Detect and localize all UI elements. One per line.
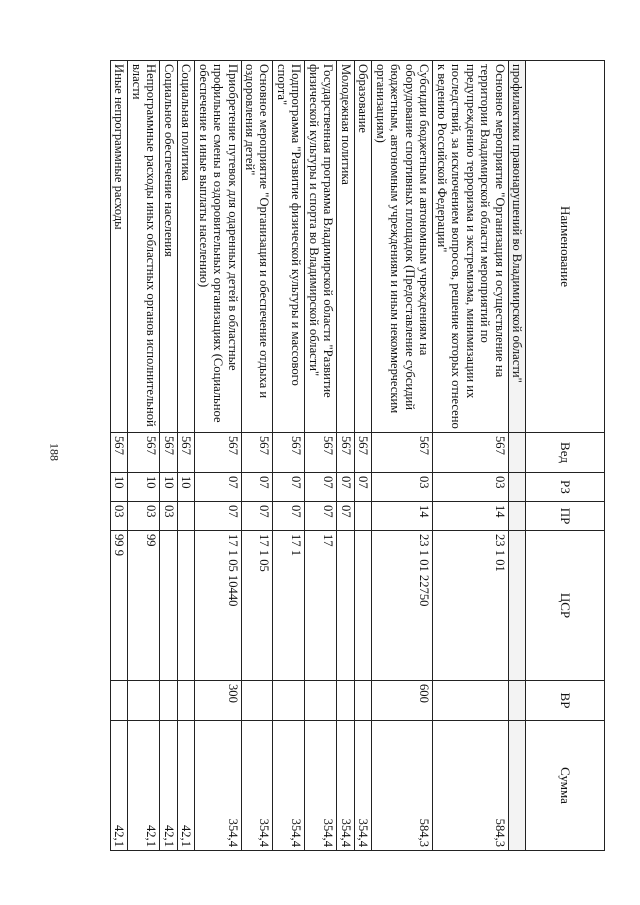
cell-pr: 03 bbox=[110, 502, 127, 531]
cell-ved: 567 bbox=[110, 433, 127, 473]
header-rz: РЗ bbox=[526, 473, 605, 502]
cell-name: Непрограммные расходы иных областных органов исполнительной власти bbox=[128, 61, 160, 433]
cell-vr bbox=[354, 681, 371, 721]
cell-ved: 567 bbox=[337, 433, 354, 473]
cell-pr bbox=[177, 502, 194, 531]
table-body bbox=[110, 61, 525, 851]
cell-sum: 42,1 bbox=[160, 721, 177, 851]
cell-vr bbox=[177, 681, 194, 721]
cell-pr bbox=[508, 502, 525, 531]
cell-name: Иные непрограммные расходы bbox=[110, 61, 127, 433]
cell-ved: 567 bbox=[195, 433, 241, 473]
cell-vr bbox=[305, 681, 337, 721]
cell-rz: 07 bbox=[305, 473, 337, 502]
table-row bbox=[433, 61, 508, 851]
table-row bbox=[337, 61, 354, 851]
cell-ved: 567 bbox=[372, 433, 433, 473]
cell-name: Основное мероприятие "Организация и осуществление на территории Владимирской области мероприятий по предупреждению терроризма и экстремизма, минимизации их последствий, за исключением вопросов, решение которых отнесено к ведению Российской Федерации" bbox=[433, 61, 508, 433]
cell-pr: 07 bbox=[305, 502, 337, 531]
cell-vr bbox=[128, 681, 160, 721]
cell-csr: 99 9 bbox=[110, 531, 127, 681]
cell-name: Субсидии бюджетным и автономным учреждениям на оборудование спортивных площадок (Предоставление субсидий бюджетным, автономным учреждениям и иным некоммерческим организациям) bbox=[372, 61, 433, 433]
table-row bbox=[508, 61, 525, 851]
cell-sum: 354,4 bbox=[305, 721, 337, 851]
cell-vr bbox=[160, 681, 177, 721]
header-ved: Вед bbox=[526, 433, 605, 473]
table-row bbox=[241, 61, 273, 851]
cell-csr: 17 1 bbox=[273, 531, 305, 681]
cell-name: Подпрограмма "Развитие физической культуры и массового спорта" bbox=[273, 61, 305, 433]
cell-sum: 354,4 bbox=[241, 721, 273, 851]
cell-sum: 354,4 bbox=[273, 721, 305, 851]
table-header-row bbox=[526, 61, 605, 851]
cell-sum: 354,4 bbox=[337, 721, 354, 851]
cell-vr bbox=[508, 681, 525, 721]
cell-rz: 07 bbox=[195, 473, 241, 502]
cell-sum: 42,1 bbox=[110, 721, 127, 851]
cell-csr bbox=[337, 531, 354, 681]
table-row bbox=[273, 61, 305, 851]
cell-vr: 300 bbox=[195, 681, 241, 721]
page-number: 188 bbox=[47, 443, 62, 461]
cell-csr: 99 bbox=[128, 531, 160, 681]
cell-pr: 14 bbox=[433, 502, 508, 531]
cell-csr: 23 1 01 bbox=[433, 531, 508, 681]
cell-name: Социальное обеспечение населения bbox=[160, 61, 177, 433]
cell-rz: 07 bbox=[337, 473, 354, 502]
cell-sum: 354,4 bbox=[195, 721, 241, 851]
cell-sum: 584,3 bbox=[372, 721, 433, 851]
cell-csr bbox=[177, 531, 194, 681]
budget-table bbox=[110, 60, 605, 851]
table-row bbox=[128, 61, 160, 851]
cell-vr: 600 bbox=[372, 681, 433, 721]
cell-sum: 42,1 bbox=[177, 721, 194, 851]
table-row bbox=[372, 61, 433, 851]
cell-name: Социальная политика bbox=[177, 61, 194, 433]
cell-sum: 42,1 bbox=[128, 721, 160, 851]
cell-csr bbox=[160, 531, 177, 681]
cell-rz: 10 bbox=[177, 473, 194, 502]
cell-csr bbox=[508, 531, 525, 681]
cell-rz: 03 bbox=[433, 473, 508, 502]
cell-ved bbox=[508, 433, 525, 473]
table-row bbox=[160, 61, 177, 851]
cell-csr: 23 1 01 22750 bbox=[372, 531, 433, 681]
cell-name: Приобретение путевок для одаренных детей в областные профильные смены в оздоровительных организациях (Социальное обеспечение и иные выплаты населению) bbox=[195, 61, 241, 433]
header-vr: ВР bbox=[526, 681, 605, 721]
cell-name: Основное мероприятие "Организация и обеспечение отдыха и оздоровления детей" bbox=[241, 61, 273, 433]
cell-csr: 17 bbox=[305, 531, 337, 681]
cell-rz: 03 bbox=[372, 473, 433, 502]
header-sum: Сумма bbox=[526, 721, 605, 851]
cell-name: профилактики правонарушений во Владимирской области" bbox=[508, 61, 525, 433]
table-row bbox=[110, 61, 127, 851]
cell-ved: 567 bbox=[273, 433, 305, 473]
cell-sum: 584,3 bbox=[433, 721, 508, 851]
header-csr: ЦСР bbox=[526, 531, 605, 681]
cell-rz bbox=[508, 473, 525, 502]
table-row bbox=[354, 61, 371, 851]
cell-ved: 567 bbox=[241, 433, 273, 473]
table-row bbox=[195, 61, 241, 851]
header-pr: ПР bbox=[526, 502, 605, 531]
cell-csr: 17 1 05 bbox=[241, 531, 273, 681]
cell-ved: 567 bbox=[160, 433, 177, 473]
cell-rz: 07 bbox=[354, 473, 371, 502]
cell-pr: 14 bbox=[372, 502, 433, 531]
cell-csr bbox=[354, 531, 371, 681]
cell-pr: 03 bbox=[160, 502, 177, 531]
cell-sum: 354,4 bbox=[354, 721, 371, 851]
cell-pr bbox=[354, 502, 371, 531]
cell-vr bbox=[433, 681, 508, 721]
cell-pr: 03 bbox=[128, 502, 160, 531]
cell-pr: 07 bbox=[195, 502, 241, 531]
cell-rz: 07 bbox=[273, 473, 305, 502]
cell-rz: 10 bbox=[160, 473, 177, 502]
cell-rz: 10 bbox=[110, 473, 127, 502]
cell-pr: 07 bbox=[241, 502, 273, 531]
cell-ved: 567 bbox=[433, 433, 508, 473]
cell-vr bbox=[241, 681, 273, 721]
cell-vr bbox=[337, 681, 354, 721]
header-name: Наименование bbox=[526, 61, 605, 433]
cell-pr: 07 bbox=[273, 502, 305, 531]
cell-vr bbox=[273, 681, 305, 721]
cell-name: Молодежная политика bbox=[337, 61, 354, 433]
cell-name: Государственная программа Владимирской области "Развитие физической культуры и спорта во Владимирской области" bbox=[305, 61, 337, 433]
table-row bbox=[305, 61, 337, 851]
cell-vr bbox=[110, 681, 127, 721]
cell-ved: 567 bbox=[128, 433, 160, 473]
cell-ved: 567 bbox=[177, 433, 194, 473]
cell-csr: 17 1 05 10440 bbox=[195, 531, 241, 681]
table-row bbox=[177, 61, 194, 851]
budget-table-rotated bbox=[86, 60, 605, 850]
cell-ved: 567 bbox=[305, 433, 337, 473]
cell-pr: 07 bbox=[337, 502, 354, 531]
cell-name: Образование bbox=[354, 61, 371, 433]
cell-ved: 567 bbox=[354, 433, 371, 473]
cell-sum bbox=[508, 721, 525, 851]
cell-rz: 07 bbox=[241, 473, 273, 502]
cell-rz: 10 bbox=[128, 473, 160, 502]
